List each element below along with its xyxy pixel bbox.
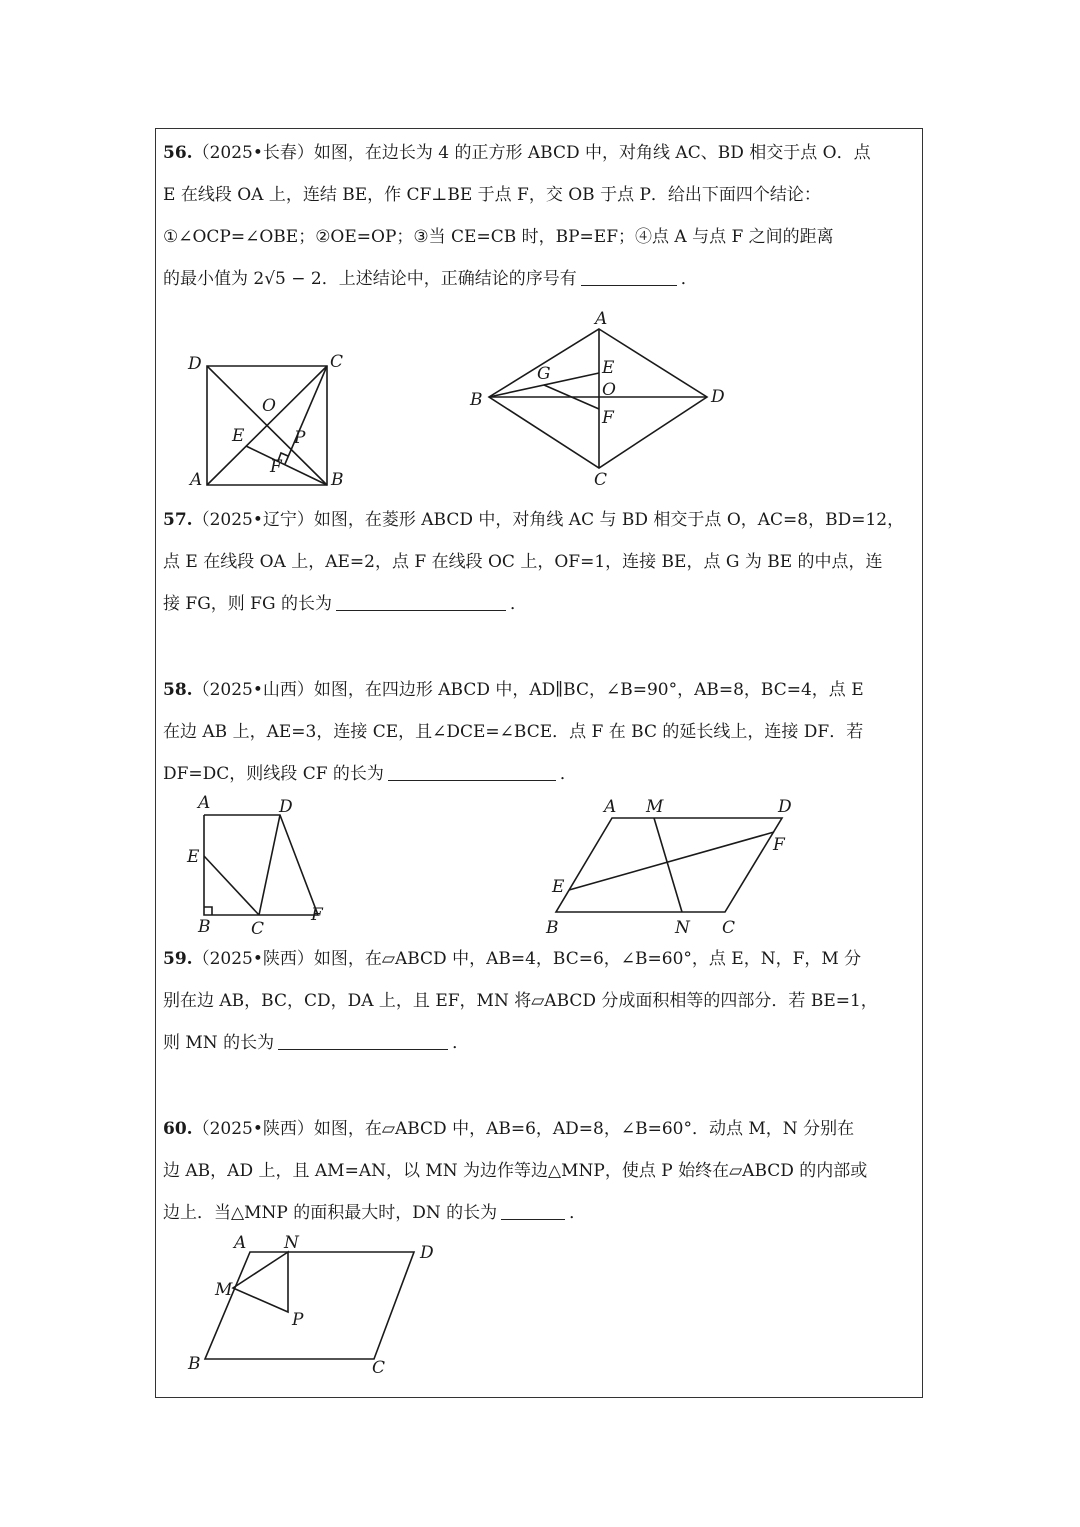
label-point: F <box>270 457 282 477</box>
right-angle-mark <box>204 907 212 915</box>
label-point: A <box>190 470 203 490</box>
problem-text: （2025•陕西）如图，在▱ABCD 中，AB=4，BC=6，∠B=60°，点 E，N，F，M 分 <box>192 949 862 969</box>
label-point: D <box>711 387 725 407</box>
segment-be <box>246 446 327 485</box>
label-point: C <box>722 918 736 938</box>
problem-number: 57. <box>163 510 193 530</box>
label-point: B <box>546 918 559 938</box>
label-point: B <box>331 470 344 490</box>
label-point: A <box>595 309 608 329</box>
label-point: C <box>372 1358 386 1378</box>
sentence-end: ． <box>452 1033 470 1053</box>
label-point: B <box>470 390 483 410</box>
sentence-end: ． <box>559 764 577 784</box>
parallelogram-outline <box>556 818 782 912</box>
problem-number: 59. <box>163 949 193 969</box>
figure-59-parallelogram <box>540 792 805 942</box>
problem-text: 点 E 在线段 OA 上，AE=2，点 F 在线段 OC 上，OF=1，连接 BE，点 G 为 BE 的中点，连 <box>163 552 883 572</box>
label-point: C <box>251 919 265 939</box>
problem-59 <box>163 938 919 1064</box>
segment-ce <box>204 856 259 915</box>
label-point: F <box>311 905 323 925</box>
problem-text: 边 AB，AD 上，且 AM=AN，以 MN 为边作等边△MNP，使点 P 始终在▱ABCD 的内部或 <box>163 1161 868 1181</box>
answer-blank[interactable] <box>388 762 556 781</box>
label-point: P <box>292 1310 304 1330</box>
label-point: D <box>279 797 293 817</box>
figure-58-quadrilateral <box>183 792 343 942</box>
sentence-end: ． <box>569 1203 587 1223</box>
label-point: M <box>215 1280 233 1300</box>
problem-text: 则 MN 的长为 <box>163 1033 275 1053</box>
label-point: N <box>284 1233 299 1253</box>
answer-blank[interactable] <box>581 267 677 286</box>
label-point: O <box>602 380 616 400</box>
problem-text: 的最小值为 2√5 − 2．上述结论中，正确结论的序号有 <box>163 269 577 289</box>
problem-text: E 在线段 OA 上，连结 BE，作 CF⊥BE 于点 F，交 OB 于点 P．给出下面四个结论： <box>163 185 821 205</box>
problem-number: 58. <box>163 680 193 700</box>
label-point: D <box>778 797 792 817</box>
problem-text: 别在边 AB，BC，CD，DA 上，且 EF，MN 将▱ABCD 分成面积相等的四部分．若 BE=1， <box>163 991 878 1011</box>
problem-text: 在边 AB 上，AE=3，连接 CE，且∠DCE=∠BCE．点 F 在 BC 的延长线上，连接 DF．若 <box>163 722 864 742</box>
answer-blank[interactable] <box>336 592 506 611</box>
label-point: E <box>187 847 200 867</box>
problem-text: 边上．当△MNP 的面积最大时，DN 的长为 <box>163 1203 498 1223</box>
problem-text: （2025•辽宁）如图，在菱形 ABCD 中，对角线 AC 与 BD 相交于点 O，AC=8，BD=12， <box>192 510 905 530</box>
problem-text: 接 FG，则 FG 的长为 <box>163 594 332 614</box>
label-point: A <box>604 797 617 817</box>
rhombus-outline <box>489 329 707 468</box>
label-point: N <box>675 918 690 938</box>
label-point: C <box>330 352 344 372</box>
label-point: F <box>773 835 785 855</box>
segment-cf <box>285 366 327 464</box>
answer-blank[interactable] <box>501 1201 565 1220</box>
parallelogram-outline <box>205 1252 414 1359</box>
problem-56 <box>163 132 919 300</box>
label-point: B <box>188 1354 201 1374</box>
label-point: C <box>594 470 608 490</box>
problem-text: DF=DC，则线段 CF 的长为 <box>163 764 384 784</box>
label-point: D <box>188 354 202 374</box>
sentence-end: ． <box>680 269 698 289</box>
label-point: E <box>602 358 615 378</box>
problem-58 <box>163 669 919 795</box>
figure-56-rhombus <box>465 305 735 490</box>
problem-number: 60. <box>163 1119 193 1139</box>
label-point: G <box>537 364 551 384</box>
problem-text: （2025•陕西）如图，在▱ABCD 中，AB=6，AD=8，∠B=60°．动点 M，N 分别在 <box>192 1119 855 1139</box>
label-point: D <box>420 1243 434 1263</box>
label-point: F <box>602 408 614 428</box>
problem-text: （2025•长春）如图，在边长为 4 的正方形 ABCD 中，对角线 AC、BD 相交于点 O．点 <box>192 143 871 163</box>
problem-text: （2025•山西）如图，在四边形 ABCD 中，AD∥BC，∠B=90°，AB=8，BC=4，点 E <box>192 680 864 700</box>
triangle-mnp <box>233 1252 288 1312</box>
quadrilateral-with-extension <box>204 815 318 915</box>
label-point: P <box>294 428 306 448</box>
problem-number: 56. <box>163 143 193 163</box>
label-point: M <box>646 797 664 817</box>
label-point: B <box>198 917 211 937</box>
answer-blank[interactable] <box>278 1031 448 1050</box>
label-point: E <box>232 426 245 446</box>
sentence-end: ． <box>509 594 527 614</box>
figure-60-parallelogram <box>182 1228 447 1383</box>
problem-57 <box>163 499 919 625</box>
figure-56-square <box>180 345 360 495</box>
problem-60 <box>163 1108 919 1234</box>
label-point: A <box>234 1233 247 1253</box>
label-point: E <box>552 877 565 897</box>
problem-text: ①∠OCP=∠OBE；②OE=OP；③当 CE=CB 时，BP=EF；④点 A 与点 F 之间的距离 <box>163 227 834 247</box>
label-point: A <box>198 793 211 813</box>
label-point: O <box>262 396 276 416</box>
segment-cd <box>259 815 280 915</box>
